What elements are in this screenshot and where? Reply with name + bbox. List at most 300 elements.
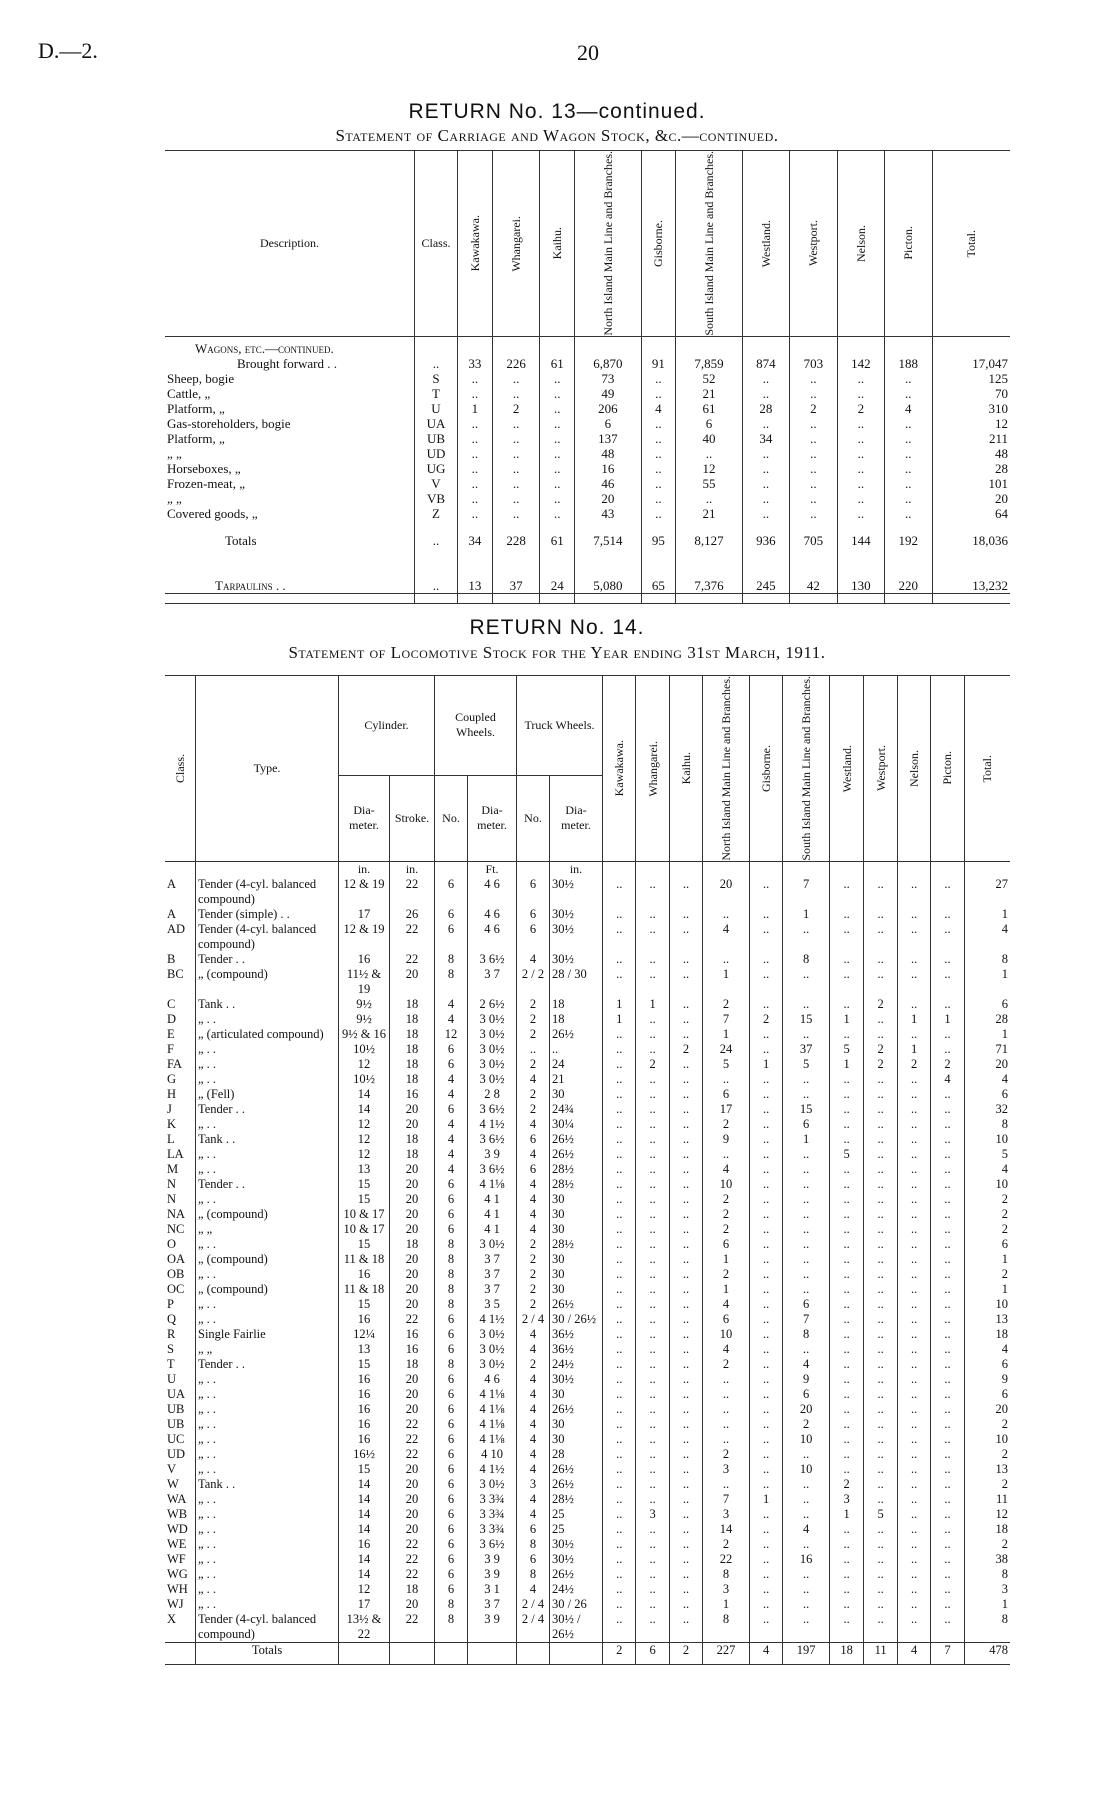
count-cell: 4 bbox=[783, 1522, 830, 1537]
count-cell: .. bbox=[636, 1282, 669, 1297]
westport-header bbox=[864, 676, 898, 862]
count-cell: 17 bbox=[703, 1102, 750, 1117]
table-row bbox=[165, 1507, 1010, 1522]
row-type: „ . . bbox=[196, 1522, 339, 1537]
count-cell: 3 bbox=[703, 1507, 750, 1522]
coupled-diameter: 4 6 bbox=[468, 1372, 517, 1387]
count-cell: .. bbox=[749, 1042, 782, 1057]
coupled-number: 8 bbox=[435, 1597, 468, 1612]
count-cell: .. bbox=[931, 1192, 964, 1207]
count-cell: .. bbox=[783, 1267, 830, 1282]
row-class: N bbox=[167, 1176, 177, 1191]
count-cell: .. bbox=[864, 952, 898, 967]
count-cell: 1 bbox=[829, 1057, 863, 1072]
count-cell: .. bbox=[864, 1357, 898, 1372]
count-cell: .. bbox=[783, 1447, 830, 1462]
count-cell: .. bbox=[749, 952, 782, 967]
cylinder-stroke: 20 bbox=[390, 1267, 435, 1282]
count-cell: .. bbox=[897, 1132, 930, 1147]
spacer-cell bbox=[742, 521, 789, 533]
count-cell: .. bbox=[864, 1177, 898, 1192]
count-cell: 2 bbox=[964, 1222, 1010, 1237]
cylinder-stroke: 20 bbox=[390, 1207, 435, 1222]
count-cell: .. bbox=[603, 1357, 636, 1372]
coupled-diameter: 3 3¾ bbox=[468, 1507, 517, 1522]
cell-value: .. bbox=[492, 446, 539, 461]
count-cell: 4 bbox=[964, 1342, 1010, 1357]
table-row bbox=[165, 1567, 1010, 1582]
count-cell: .. bbox=[897, 1492, 930, 1507]
table-row bbox=[165, 907, 1010, 922]
count-cell: .. bbox=[636, 1132, 669, 1147]
row-class: .. bbox=[415, 578, 458, 594]
coupled-diameter: 4 1½ bbox=[468, 1117, 517, 1132]
count-cell: .. bbox=[864, 1237, 898, 1252]
count-cell: .. bbox=[931, 1357, 964, 1372]
count-cell: .. bbox=[864, 1342, 898, 1357]
count-cell: .. bbox=[829, 1372, 863, 1387]
row-type: „ . . bbox=[196, 1567, 339, 1582]
cell-value: 211 bbox=[932, 431, 1010, 446]
count-cell: .. bbox=[783, 1177, 830, 1192]
spacer-cell bbox=[540, 548, 575, 578]
coupled-diameter: 3 7 bbox=[468, 1267, 517, 1282]
spacer-cell bbox=[641, 593, 676, 603]
cell-value: 2 bbox=[492, 401, 539, 416]
table-row bbox=[165, 952, 1010, 967]
truck-number: 2 bbox=[517, 1057, 550, 1072]
count-cell: .. bbox=[703, 1147, 750, 1162]
kawakawa-header-label: Kawakawa. bbox=[612, 740, 627, 797]
cell-value: 206 bbox=[575, 401, 641, 416]
cell-value: .. bbox=[837, 506, 884, 521]
coupled-diameter: 3 6½ bbox=[468, 952, 517, 967]
count-cell: .. bbox=[931, 1207, 964, 1222]
empty-cell bbox=[468, 1642, 517, 1664]
count-cell: 2 bbox=[703, 1267, 750, 1282]
count-cell: .. bbox=[603, 1027, 636, 1042]
cell-value: .. bbox=[742, 506, 789, 521]
count-cell: .. bbox=[636, 967, 669, 997]
unit-label: Ft. bbox=[468, 861, 517, 877]
cylinder-stroke: 26 bbox=[390, 907, 435, 922]
empty-cell bbox=[790, 336, 837, 356]
table-row bbox=[165, 997, 1010, 1012]
truck-diameter: 30½ bbox=[550, 1372, 603, 1387]
cylinder-diameter: 13 bbox=[339, 1342, 390, 1357]
count-cell: .. bbox=[669, 1372, 702, 1387]
coupled-diameter: 3 7 bbox=[468, 1252, 517, 1267]
count-cell: 2 bbox=[829, 1477, 863, 1492]
row-type: „ . . bbox=[196, 1417, 339, 1432]
truck-diameter: 21 bbox=[550, 1072, 603, 1087]
count-cell: 18 bbox=[964, 1327, 1010, 1342]
count-cell: 1 bbox=[964, 1252, 1010, 1267]
count-cell: .. bbox=[669, 1327, 702, 1342]
empty-cell bbox=[540, 336, 575, 356]
coupled-number: 6 bbox=[435, 907, 468, 922]
spacer-cell bbox=[575, 593, 641, 603]
count-cell: .. bbox=[931, 1177, 964, 1192]
count-cell: .. bbox=[864, 1282, 898, 1297]
row-type: „ (compound) bbox=[196, 1282, 339, 1297]
cell-value: .. bbox=[458, 416, 493, 431]
cell-value: 142 bbox=[837, 356, 884, 371]
count-cell: .. bbox=[749, 1297, 782, 1312]
count-cell: .. bbox=[783, 1507, 830, 1522]
cell-value: 21 bbox=[676, 386, 742, 401]
count-cell: .. bbox=[829, 1612, 863, 1643]
truck-diameter: 30½ bbox=[550, 952, 603, 967]
count-cell: .. bbox=[603, 1522, 636, 1537]
count-cell: .. bbox=[897, 1387, 930, 1402]
spacer-cell bbox=[415, 521, 458, 533]
count-cell: .. bbox=[636, 1012, 669, 1027]
row-class: WG bbox=[167, 1566, 188, 1581]
coupled-number: 8 bbox=[435, 1267, 468, 1282]
empty-cell bbox=[676, 336, 742, 356]
count-cell: .. bbox=[931, 1132, 964, 1147]
count-cell: .. bbox=[783, 967, 830, 997]
count-cell: .. bbox=[603, 967, 636, 997]
table-row bbox=[165, 1597, 1010, 1612]
cylinder-diameter: 14 bbox=[339, 1552, 390, 1567]
empty-cell bbox=[575, 336, 641, 356]
truck-diameter: 30 bbox=[550, 1432, 603, 1447]
cell-value: 42 bbox=[790, 578, 837, 594]
count-cell: 4 bbox=[703, 1297, 750, 1312]
count-cell: .. bbox=[603, 1207, 636, 1222]
coupled-header bbox=[435, 676, 517, 776]
spacer-cell bbox=[742, 548, 789, 578]
row-type: „ . . bbox=[196, 1072, 339, 1087]
empty-cell bbox=[964, 861, 1010, 877]
count-cell: .. bbox=[603, 1582, 636, 1597]
count-cell: .. bbox=[897, 922, 930, 952]
count-cell: 1 bbox=[829, 1012, 863, 1027]
cylinder-stroke: 20 bbox=[390, 1252, 435, 1267]
truck-diameter: 30 / 26 bbox=[550, 1597, 603, 1612]
truck-number: 2 / 4 bbox=[517, 1612, 550, 1643]
count-cell: .. bbox=[829, 1177, 863, 1192]
count-cell: 3 bbox=[964, 1582, 1010, 1597]
row-type: Single Fairlie bbox=[196, 1327, 339, 1342]
empty-cell bbox=[517, 861, 550, 877]
table-row bbox=[165, 476, 1010, 491]
diameter-header bbox=[339, 775, 390, 861]
truck-header-label: Truck Wheels. bbox=[524, 717, 595, 732]
cylinder-stroke: 22 bbox=[390, 922, 435, 952]
cylinder-diameter: 14 bbox=[339, 1087, 390, 1102]
row-type: „ . . bbox=[196, 1057, 339, 1072]
count-cell: .. bbox=[749, 1447, 782, 1462]
count-cell: .. bbox=[931, 1402, 964, 1417]
count-cell: .. bbox=[864, 1147, 898, 1162]
cell-value: .. bbox=[458, 506, 493, 521]
count-cell: .. bbox=[636, 1447, 669, 1462]
cell-value: .. bbox=[540, 386, 575, 401]
count-cell: 1 bbox=[964, 1282, 1010, 1297]
row-description: Platform, „ bbox=[167, 430, 225, 446]
col-header-label: Westport. bbox=[806, 220, 821, 267]
truck-number: 2 bbox=[517, 1087, 550, 1102]
spacer-cell bbox=[742, 593, 789, 603]
count-cell: .. bbox=[783, 997, 830, 1012]
cylinder-diameter: 16 bbox=[339, 1537, 390, 1552]
count-cell: 20 bbox=[783, 1402, 830, 1417]
locomotive-stock-table bbox=[165, 675, 1010, 1665]
count-cell: .. bbox=[931, 1537, 964, 1552]
no-header bbox=[435, 775, 468, 861]
cell-value: .. bbox=[492, 476, 539, 491]
coupled-diameter: 4 1½ bbox=[468, 1462, 517, 1477]
empty-cell bbox=[458, 336, 493, 356]
count-cell: .. bbox=[749, 1342, 782, 1357]
count-cell: .. bbox=[749, 1432, 782, 1447]
cell-value: 17,047 bbox=[932, 356, 1010, 371]
truck-number: 4 bbox=[517, 1222, 550, 1237]
coupled-number: 6 bbox=[435, 1582, 468, 1597]
coupled-diameter: 3 0½ bbox=[468, 1237, 517, 1252]
col-header bbox=[641, 151, 676, 337]
cell-value: 310 bbox=[932, 401, 1010, 416]
coupled-number: 4 bbox=[435, 1087, 468, 1102]
count-cell: .. bbox=[864, 1252, 898, 1267]
count-cell: .. bbox=[931, 1612, 964, 1643]
coupled-number: 6 bbox=[435, 1222, 468, 1237]
row-type: Tender . . bbox=[196, 1177, 339, 1192]
count-cell: .. bbox=[864, 1117, 898, 1132]
cell-value: .. bbox=[458, 446, 493, 461]
cylinder-diameter: 10½ bbox=[339, 1072, 390, 1087]
truck-diameter: 30½ / 26½ bbox=[550, 1612, 603, 1643]
cylinder-diameter: 16 bbox=[339, 1312, 390, 1327]
table-row bbox=[165, 1057, 1010, 1072]
cell-value: .. bbox=[837, 491, 884, 506]
count-cell: 13 bbox=[964, 1312, 1010, 1327]
count-cell: 5 bbox=[964, 1147, 1010, 1162]
row-class: V bbox=[167, 1461, 177, 1476]
count-cell: 1 bbox=[964, 1027, 1010, 1042]
spacer-cell bbox=[790, 521, 837, 533]
count-cell: .. bbox=[783, 1582, 830, 1597]
count-cell: .. bbox=[669, 1147, 702, 1162]
count-cell: .. bbox=[749, 1237, 782, 1252]
count-cell: .. bbox=[864, 1132, 898, 1147]
section-label: Wagons, etc.—continued. bbox=[195, 340, 334, 356]
count-cell: .. bbox=[829, 877, 863, 907]
truck-diameter: 28½ bbox=[550, 1492, 603, 1507]
spacer-cell bbox=[932, 521, 1010, 533]
count-cell: 1 bbox=[703, 1597, 750, 1612]
total-value: 227 bbox=[703, 1642, 750, 1664]
cell-value: .. bbox=[885, 416, 932, 431]
count-cell: 37 bbox=[783, 1042, 830, 1057]
empty-cell bbox=[435, 861, 468, 877]
page-number: 20 bbox=[577, 40, 599, 65]
col-header bbox=[540, 151, 575, 337]
count-cell: 3 bbox=[829, 1492, 863, 1507]
count-cell: 6 bbox=[964, 1237, 1010, 1252]
count-cell: .. bbox=[636, 922, 669, 952]
truck-diameter: 26½ bbox=[550, 1147, 603, 1162]
table-row bbox=[165, 1477, 1010, 1492]
count-cell: .. bbox=[829, 1117, 863, 1132]
cell-value: .. bbox=[790, 446, 837, 461]
count-cell: .. bbox=[829, 1597, 863, 1612]
coupled-diameter: 3 7 bbox=[468, 1282, 517, 1297]
count-cell: .. bbox=[829, 1267, 863, 1282]
coupled-number: 6 bbox=[435, 1387, 468, 1402]
count-cell: 10 bbox=[964, 1297, 1010, 1312]
count-cell: .. bbox=[636, 1042, 669, 1057]
cell-value: .. bbox=[885, 431, 932, 446]
count-cell: .. bbox=[897, 1282, 930, 1297]
coupled-number: 6 bbox=[435, 1537, 468, 1552]
count-cell: .. bbox=[931, 1567, 964, 1582]
count-cell: 1 bbox=[703, 967, 750, 997]
cylinder-stroke: 18 bbox=[390, 1357, 435, 1372]
count-cell: .. bbox=[603, 1222, 636, 1237]
count-cell: .. bbox=[749, 1132, 782, 1147]
row-type: „ . . bbox=[196, 1387, 339, 1402]
count-cell: 11 bbox=[964, 1492, 1010, 1507]
empty-cell bbox=[517, 1642, 550, 1664]
spacer-cell bbox=[932, 593, 1010, 603]
coupled-number: 8 bbox=[435, 1612, 468, 1643]
count-cell: 2 bbox=[703, 1117, 750, 1132]
cell-value: 4 bbox=[641, 401, 676, 416]
cell-value: .. bbox=[790, 431, 837, 446]
cell-value: 48 bbox=[932, 446, 1010, 461]
cell-value: .. bbox=[837, 446, 884, 461]
count-cell: .. bbox=[864, 1402, 898, 1417]
count-cell: 8 bbox=[964, 1117, 1010, 1132]
count-cell: .. bbox=[931, 967, 964, 997]
count-cell: .. bbox=[931, 1027, 964, 1042]
cell-value: .. bbox=[641, 446, 676, 461]
cylinder-diameter: 12 bbox=[339, 1147, 390, 1162]
col-header-label: Picton. bbox=[901, 226, 916, 261]
carriage-wagon-table bbox=[165, 150, 1010, 604]
truck-number: 4 bbox=[517, 1327, 550, 1342]
count-cell: .. bbox=[829, 1447, 863, 1462]
coupled-diameter: 3 9 bbox=[468, 1567, 517, 1582]
cell-value: 226 bbox=[492, 356, 539, 371]
count-cell: .. bbox=[603, 1447, 636, 1462]
diameter-header bbox=[468, 775, 517, 861]
count-cell: .. bbox=[829, 1237, 863, 1252]
count-cell: .. bbox=[931, 1387, 964, 1402]
count-cell: .. bbox=[829, 1462, 863, 1477]
truck-diameter: 30 bbox=[550, 1087, 603, 1102]
count-cell: 2 bbox=[864, 1057, 898, 1072]
col-header-label: Class. bbox=[421, 235, 451, 250]
count-cell: .. bbox=[669, 1582, 702, 1597]
count-cell: .. bbox=[897, 1612, 930, 1643]
row-class: OB bbox=[167, 1266, 185, 1281]
count-cell: .. bbox=[783, 1282, 830, 1297]
count-cell: 2 bbox=[636, 1057, 669, 1072]
kawakawa-header bbox=[603, 676, 636, 862]
total-value: 2 bbox=[669, 1642, 702, 1664]
table-row bbox=[165, 1162, 1010, 1177]
count-cell: .. bbox=[669, 1207, 702, 1222]
coupled-diameter: 4 6 bbox=[468, 907, 517, 922]
cylinder-diameter: 14 bbox=[339, 1477, 390, 1492]
cell-value: .. bbox=[837, 416, 884, 431]
row-type: „ (compound) bbox=[196, 1252, 339, 1267]
row-class: T bbox=[167, 1356, 175, 1371]
count-cell: 20 bbox=[964, 1057, 1010, 1072]
cell-value: .. bbox=[641, 416, 676, 431]
table-row bbox=[165, 1492, 1010, 1507]
count-cell: .. bbox=[669, 1462, 702, 1477]
truck-number: 6 bbox=[517, 1162, 550, 1177]
empty-cell bbox=[196, 861, 339, 877]
count-cell: .. bbox=[636, 1567, 669, 1582]
count-cell: .. bbox=[603, 1102, 636, 1117]
count-cell: 2 bbox=[964, 1267, 1010, 1282]
count-cell: 1 bbox=[897, 1012, 930, 1027]
truck-diameter: 30 bbox=[550, 1267, 603, 1282]
count-cell: .. bbox=[931, 1252, 964, 1267]
truck-number: 2 bbox=[517, 1267, 550, 1282]
row-type: „ „ bbox=[196, 1342, 339, 1357]
cylinder-stroke: 20 bbox=[390, 1372, 435, 1387]
cell-value: .. bbox=[885, 371, 932, 386]
cell-value: .. bbox=[790, 506, 837, 521]
truck-number: 2 bbox=[517, 1282, 550, 1297]
count-cell: .. bbox=[829, 1297, 863, 1312]
row-type: „ (compound) bbox=[196, 967, 339, 997]
row-class: K bbox=[167, 1116, 177, 1131]
empty-cell bbox=[550, 1642, 603, 1664]
truck-diameter: 36½ bbox=[550, 1342, 603, 1357]
coupled-number: 6 bbox=[435, 1327, 468, 1342]
row-type: Tender (4-cyl. balanced compound) bbox=[196, 1612, 339, 1643]
count-cell: 2 bbox=[669, 1042, 702, 1057]
cell-value: 5,080 bbox=[575, 578, 641, 594]
table-row bbox=[165, 1537, 1010, 1552]
count-cell: .. bbox=[931, 1342, 964, 1357]
count-cell: .. bbox=[749, 1222, 782, 1237]
row-type: Tank . . bbox=[196, 997, 339, 1012]
col-header-label: Description. bbox=[260, 235, 319, 250]
row-type: Tender (4-cyl. balanced compound) bbox=[196, 922, 339, 952]
total-value: 2 bbox=[603, 1642, 636, 1664]
count-cell: .. bbox=[829, 997, 863, 1012]
count-cell: .. bbox=[864, 1567, 898, 1582]
count-cell: 5 bbox=[864, 1507, 898, 1522]
count-cell: .. bbox=[669, 1102, 702, 1117]
count-cell: .. bbox=[749, 922, 782, 952]
return13-title: RETURN No. 13—continued. bbox=[408, 100, 706, 123]
row-class: J bbox=[167, 1101, 172, 1116]
count-cell: .. bbox=[636, 1387, 669, 1402]
row-class: NA bbox=[167, 1206, 186, 1221]
row-type: „ . . bbox=[196, 1162, 339, 1177]
col-header bbox=[885, 151, 932, 337]
count-cell: .. bbox=[669, 1567, 702, 1582]
count-cell: .. bbox=[636, 877, 669, 907]
count-cell: 1 bbox=[964, 1597, 1010, 1612]
cell-value: .. bbox=[742, 491, 789, 506]
count-cell: 13 bbox=[964, 1462, 1010, 1477]
count-cell: .. bbox=[829, 1252, 863, 1267]
truck-number: 6 bbox=[517, 1132, 550, 1147]
no-header-label: No. bbox=[524, 810, 542, 825]
